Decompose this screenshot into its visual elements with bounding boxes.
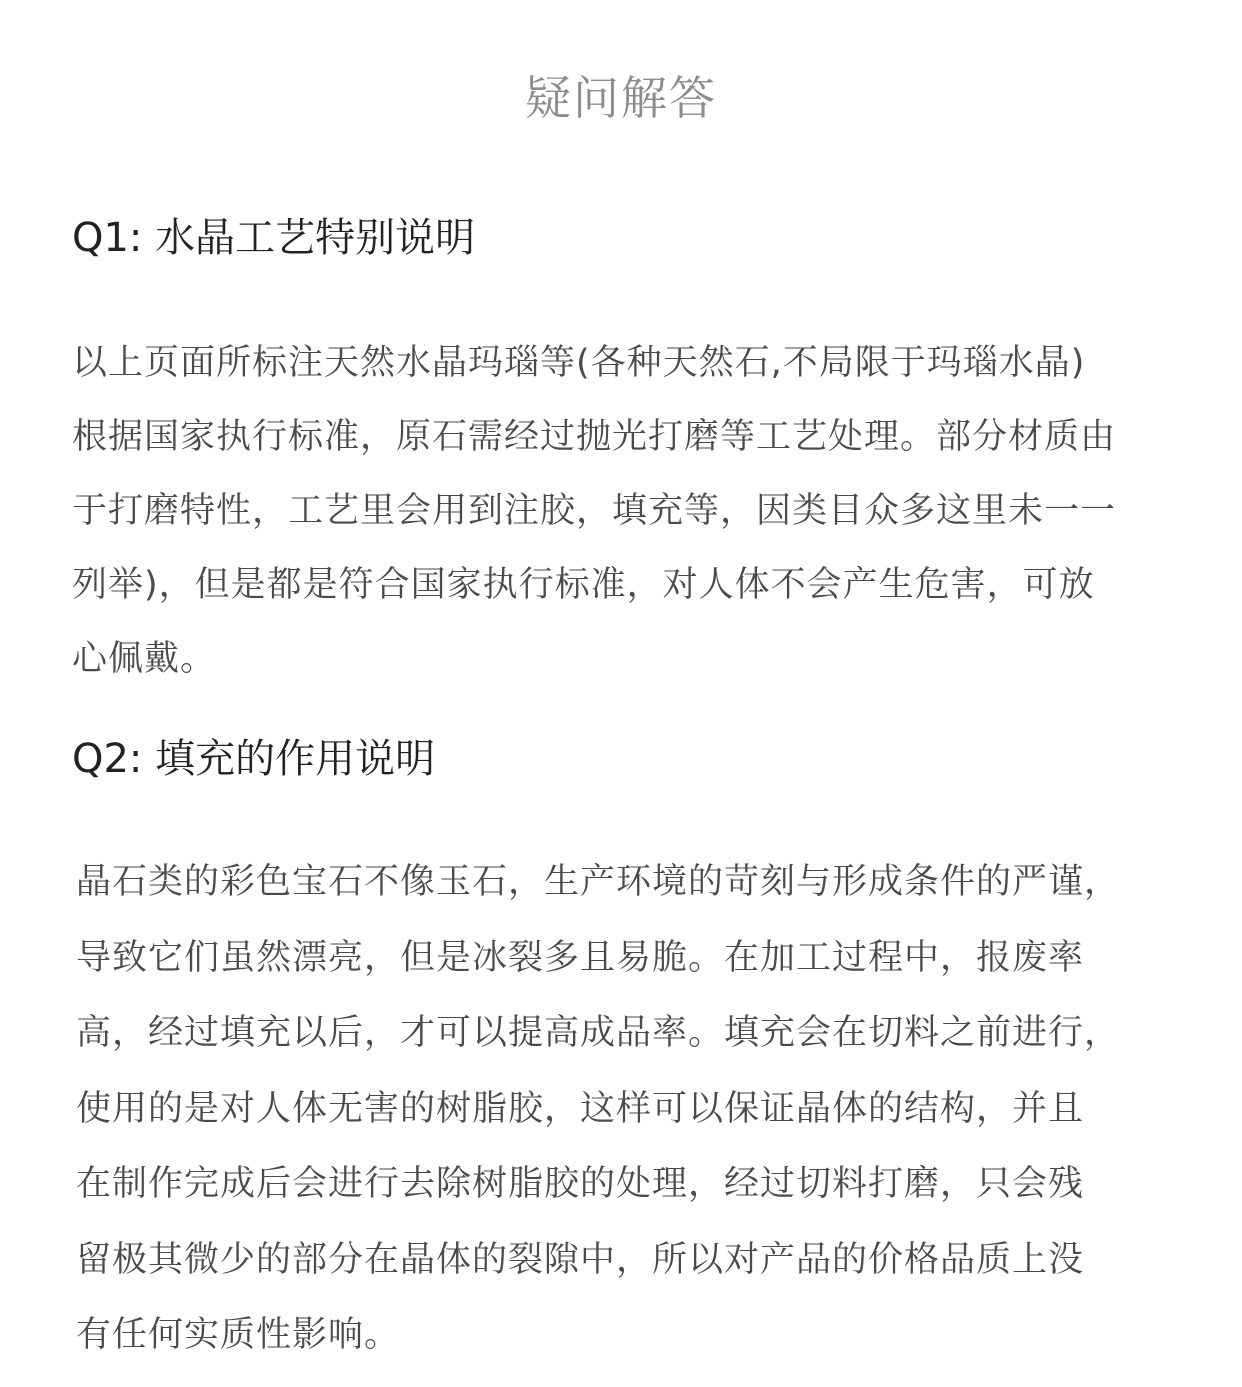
answer-line: 于打磨特性，工艺里会用到注胶，填充等，因类目众多这里未一一 <box>72 491 1117 531</box>
answer-line: 留极其微少的部分在晶体的裂隙中，所以对产品的价格品质上没 <box>76 1239 1085 1280</box>
answer-line: 导致它们虽然漂亮，但是冰裂多且易脆。在加工过程中，报废率 <box>76 937 1085 978</box>
answer-line: 使用的是对人体无害的树脂胶，这样可以保证晶体的结构，并且 <box>76 1088 1085 1129</box>
answer-line: 以上页面所标注天然水晶玛瑙等(各种天然石,不局限于玛瑙水晶) <box>72 343 1086 383</box>
question-heading: Q1: 水晶工艺特别说明 <box>72 215 476 261</box>
answer-line: 晶石类的彩色宝石不像玉石，生产环境的苛刻与形成条件的严谨， <box>76 862 1121 902</box>
page-title: 疑问解答 <box>525 71 717 125</box>
answer-paragraph <box>0 326 1242 696</box>
answer-line: 高，经过填充以后，才可以提高成品率。填充会在切料之前进行， <box>76 1013 1121 1053</box>
answer-line: 列举)，但是都是符合国家执行标准，对人体不会产生危害，可放 <box>72 565 1095 605</box>
answer-paragraph <box>0 845 1242 1374</box>
answer-line: 有任何实质性影响。 <box>76 1315 401 1355</box>
answer-line: 根据国家执行标准，原石需经过抛光打磨等工艺处理。部分材质由 <box>72 417 1117 457</box>
qa-section-2 <box>0 731 1242 1374</box>
answer-line: 在制作完成后会进行去除树脂胶的处理，经过切料打磨，只会残 <box>76 1164 1085 1204</box>
answer-line: 心佩戴。 <box>72 639 217 679</box>
question-heading: Q2: 填充的作用说明 <box>72 736 436 782</box>
qa-section-1 <box>0 210 1242 696</box>
